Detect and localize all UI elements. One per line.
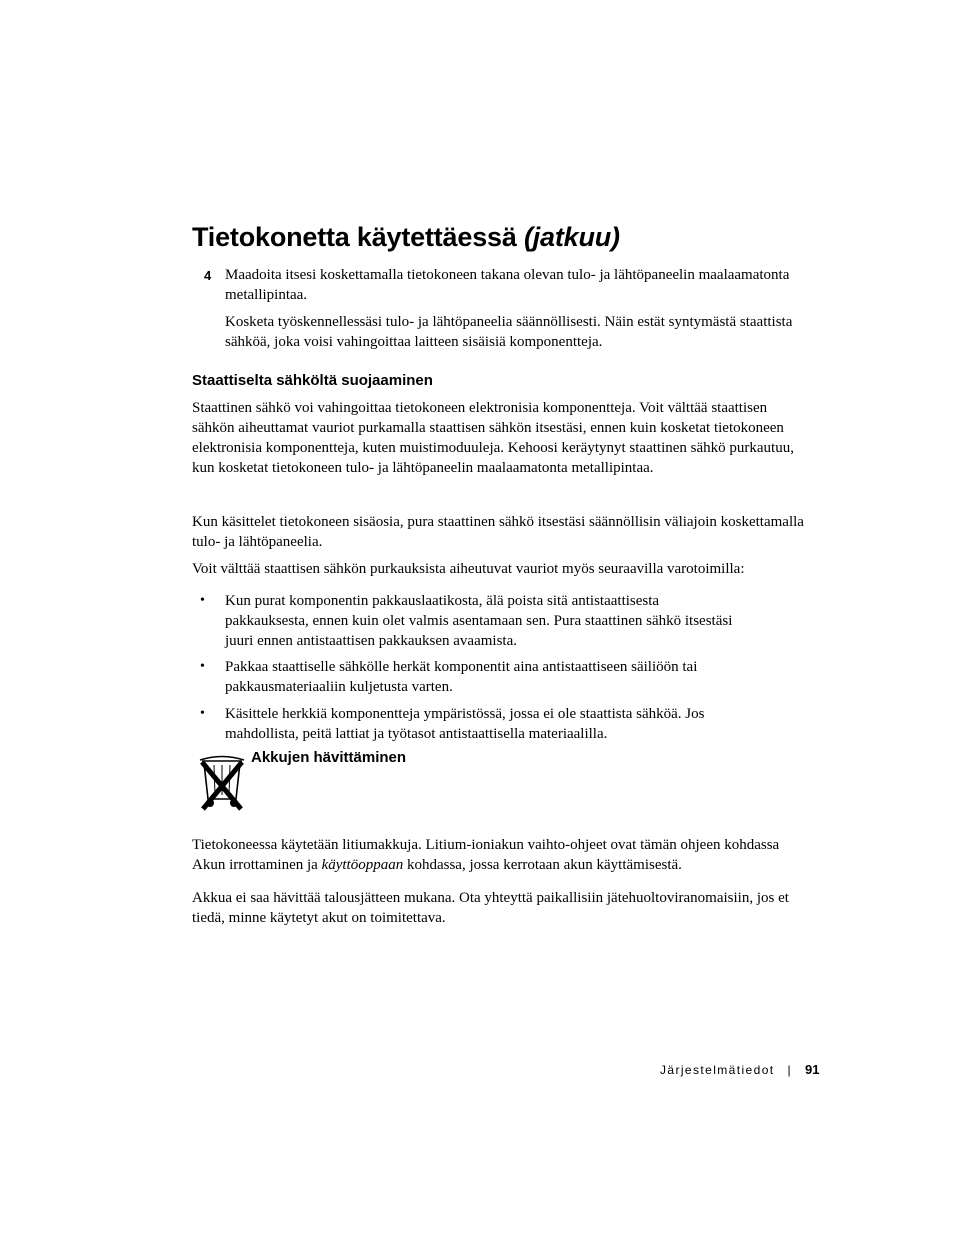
page-number: 91 — [805, 1062, 820, 1077]
battery-paragraph-1-end: kohdassa, jossa kerrotaan akun käyttämisestä. — [403, 857, 682, 873]
section-title-static: Staattiselta sähköltä suojaaminen — [192, 372, 433, 389]
crossed-out-wheelie-bin-icon — [196, 751, 248, 813]
battery-paragraph-2: Akkua ei saa hävittää talousjätteen mukana. Ota yhteyttä paikallisiin jätehuoltoviranomaisiin, jos et tiedä, minne käytetyt akut on toimitettava. — [192, 890, 789, 926]
bullet-marker: • — [200, 593, 205, 608]
static-paragraph-2: Kun käsittelet tietokoneen sisäosia, pura staattinen sähkö itsestäsi säännöllisin väliajoin koskettamalla tulo- ja lähtöpaneelia. — [192, 514, 804, 550]
step-text: Maadoita itsesi koskettamalla tietokoneen takana olevan tulo- ja lähtöpaneelin maalaamatonta metallipintaa. — [225, 267, 790, 303]
static-paragraph-1: Staattinen sähkö voi vahingoittaa tietokoneen elektronisia komponentteja. Voit välttää staattisen sähkön aiheuttamat vauriot purkamalla staattisen sähkön itsestäsi, ennen kuin kosketat tietokoneen elektronisia komponentteja, kuten muistimoduuleja. Kehoosi keräytynyt staattinen sähkö purkautuu, kun kosketat tietokoneen tulo- ja lähtöpaneelin maalaamatonta metallipintaa. — [192, 400, 794, 476]
battery-paragraph-1-emphasis: käyttöoppaan — [321, 857, 404, 873]
bullet-item-3: Käsittele herkkiä komponentteja ympäristössä, jossa ei ole staattista sähköä. Jos mahdollista, peitä lattiat ja työtasot antistaattisella materiaalilla. — [225, 706, 705, 742]
battery-paragraph-1 — [192, 835, 807, 875]
bullet-marker: • — [200, 706, 205, 721]
bullet-item-2: Pakkaa staattiselle sähkölle herkät komponentit aina antistaattiseen säiliöön tai pakkausmateriaaliin kuljetusta varten. — [225, 659, 698, 695]
step-number: 4 — [204, 268, 212, 283]
page-footer — [660, 1062, 820, 1077]
battery-paragraph-1-start: Tietokoneessa käytetään litiumakkuja. Litium-ioniakun vaihto-ohjeet ovat tämän ohjeen kohdassa Akun irrottaminen ja — [192, 837, 780, 873]
page-title-main: Tietokonetta käytettäessä — [192, 222, 524, 252]
footer-section-name: Järjestelmätiedot — [660, 1063, 775, 1077]
bullet-marker: • — [200, 659, 205, 674]
section-title-battery: Akkujen hävittäminen — [251, 749, 407, 766]
static-paragraph-3: Voit välttää staattisen sähkön purkauksista aiheutuvat vauriot myös seuraavilla varotoimilla: — [192, 561, 745, 577]
bullet-item-1: Kun purat komponentin pakkauslaatikosta, älä poista sitä antistaattisesta pakkauksesta, ennen kuin olet valmis asentamaan sen. Pura staattinen sähkö itsestäsi juuri ennen antistaattisen pakkauksen avaamista. — [225, 593, 733, 649]
page-title — [192, 222, 620, 253]
page-title-continued: (jatkuu) — [523, 222, 620, 252]
footer-separator: | — [787, 1063, 793, 1077]
step-note: Kosketa työskennellessäsi tulo- ja lähtöpaneelia säännöllisesti. Näin estät syntymästä staattista sähköä, joka voisi vahingoittaa laitteen sisäisiä komponentteja. — [225, 314, 793, 350]
